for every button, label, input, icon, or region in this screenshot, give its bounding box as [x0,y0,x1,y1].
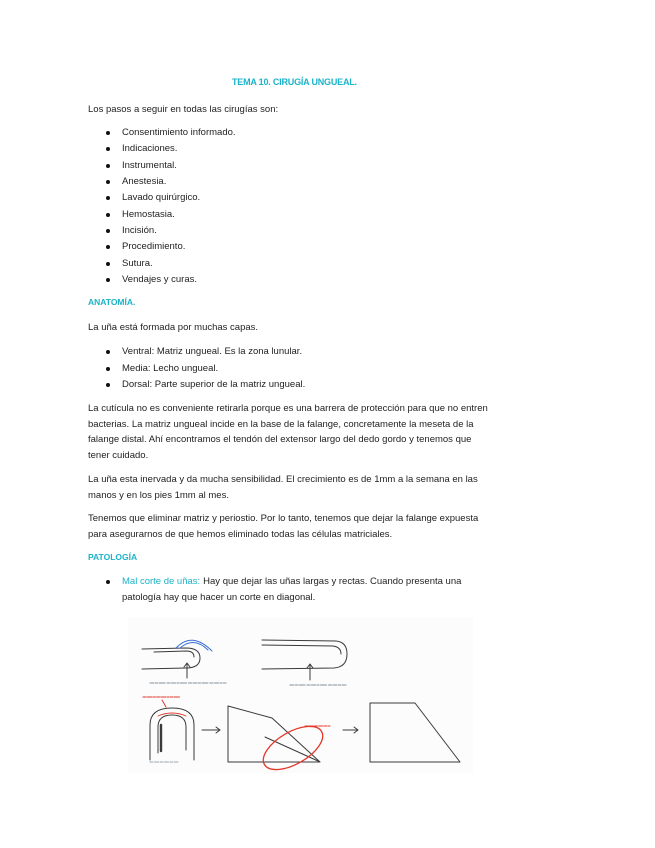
list-item-continuation [88,590,461,606]
list-item [88,256,236,272]
paragraph-line: Tenemos que eliminar matriz y periostio. Por lo tanto, tenemos que dejar la falange expuesta [88,513,479,524]
list-item-text: Instrumental. [122,159,177,171]
bullet-icon [106,180,110,184]
bullet-icon [106,213,110,217]
paragraph-line: manos y en los pies 1mm al mes. [88,490,229,501]
bullet-icon [106,350,110,354]
list-item-text: Media: Lecho ungueal. [122,362,219,374]
list-item-text: Indicaciones. [122,143,178,155]
paragraph-line: La uña esta inervada y da mucha sensibilidad. El crecimiento es de 1mm a la semana en las [88,474,478,485]
bullet-icon [106,367,110,371]
page-title: TEMA 10. CIRUGÍA UNGUEAL. [232,77,357,87]
list-item [88,239,236,255]
list-item-text: Hemostasia. [122,208,175,220]
list-item-text: Hay que dejar las uñas largas y rectas. Cuando presenta una [203,576,462,587]
list-item-text: Lavado quirúrgico. [122,192,201,204]
bullet-icon [106,164,110,168]
list-item [88,158,236,174]
pathology-list [88,574,461,606]
anatomy-intro-block [88,320,258,336]
paragraph-line: bacterias. La matriz ungueal incide en la base de la falange, concretamente la meseta de la [88,418,474,430]
list-item [88,272,236,288]
list-item [88,361,305,378]
bullet-icon [106,229,110,233]
list-item [88,174,236,190]
list-item-text: Incisión. [122,224,157,236]
bullet-icon [106,580,110,584]
list-item [88,207,236,223]
section-heading-pathology: PATOLOGÍA [88,552,138,562]
paragraph-line: para asegurarnos de que hemos eliminado todas las células matriciales. [88,529,393,540]
bullet-icon [106,262,110,266]
paragraph-line: La cutícula no es conveniente retirarla porque es una barrera de protección para que no entren [88,403,488,414]
paragraph-line: falange distal. Ahí encontramos el tendón del extensor largo del dedo gordo y tenemos que [88,434,472,446]
surgery-steps-list [88,125,236,288]
list-item-text: Ventral: Matriz ungueal. Es la zona lunular. [122,346,303,357]
list-item-text: Sutura. [122,257,153,269]
intro-text: Los pasos a seguir en todas las cirugías son: [88,104,279,115]
bullet-icon [106,147,110,151]
intro-section [88,102,278,118]
section-heading-anatomy: ANATOMÍA. [88,297,136,307]
list-item-term: Mal corte de uñas: [122,576,201,587]
paragraph-line: tener cuidado. [88,450,149,462]
bullet-icon [106,131,110,135]
bullet-icon [106,196,110,200]
list-item [88,344,305,361]
list-item [88,141,236,157]
nail-layers-list [88,344,305,394]
list-item [88,125,236,141]
list-item [88,190,236,206]
list-item-text: Vendajes y curas. [122,273,197,285]
list-item-text: Consentimiento informado. [122,127,236,138]
list-item-text: patología hay que hacer un corte en diagonal. [122,592,316,603]
bullet-icon [106,278,110,282]
list-item [88,574,461,590]
list-item-text: Dorsal: Parte superior de la matriz ungueal. [122,379,306,390]
paragraph-matrix [88,511,478,543]
paragraph-cuticle [88,401,488,464]
bullet-icon [106,383,110,387]
anatomy-intro-text: La uña está formada por muchas capas. [88,322,259,333]
list-item-text: Procedimiento. [122,241,186,253]
pathology-heading-block [88,549,137,565]
list-item [88,377,305,394]
list-item-text: Anestesia. [122,175,167,187]
paragraph-growth [88,472,478,504]
list-item [88,223,236,239]
anatomy-heading-block [88,294,135,310]
nail-cut-sketch [128,615,473,775]
bullet-icon [106,245,110,249]
